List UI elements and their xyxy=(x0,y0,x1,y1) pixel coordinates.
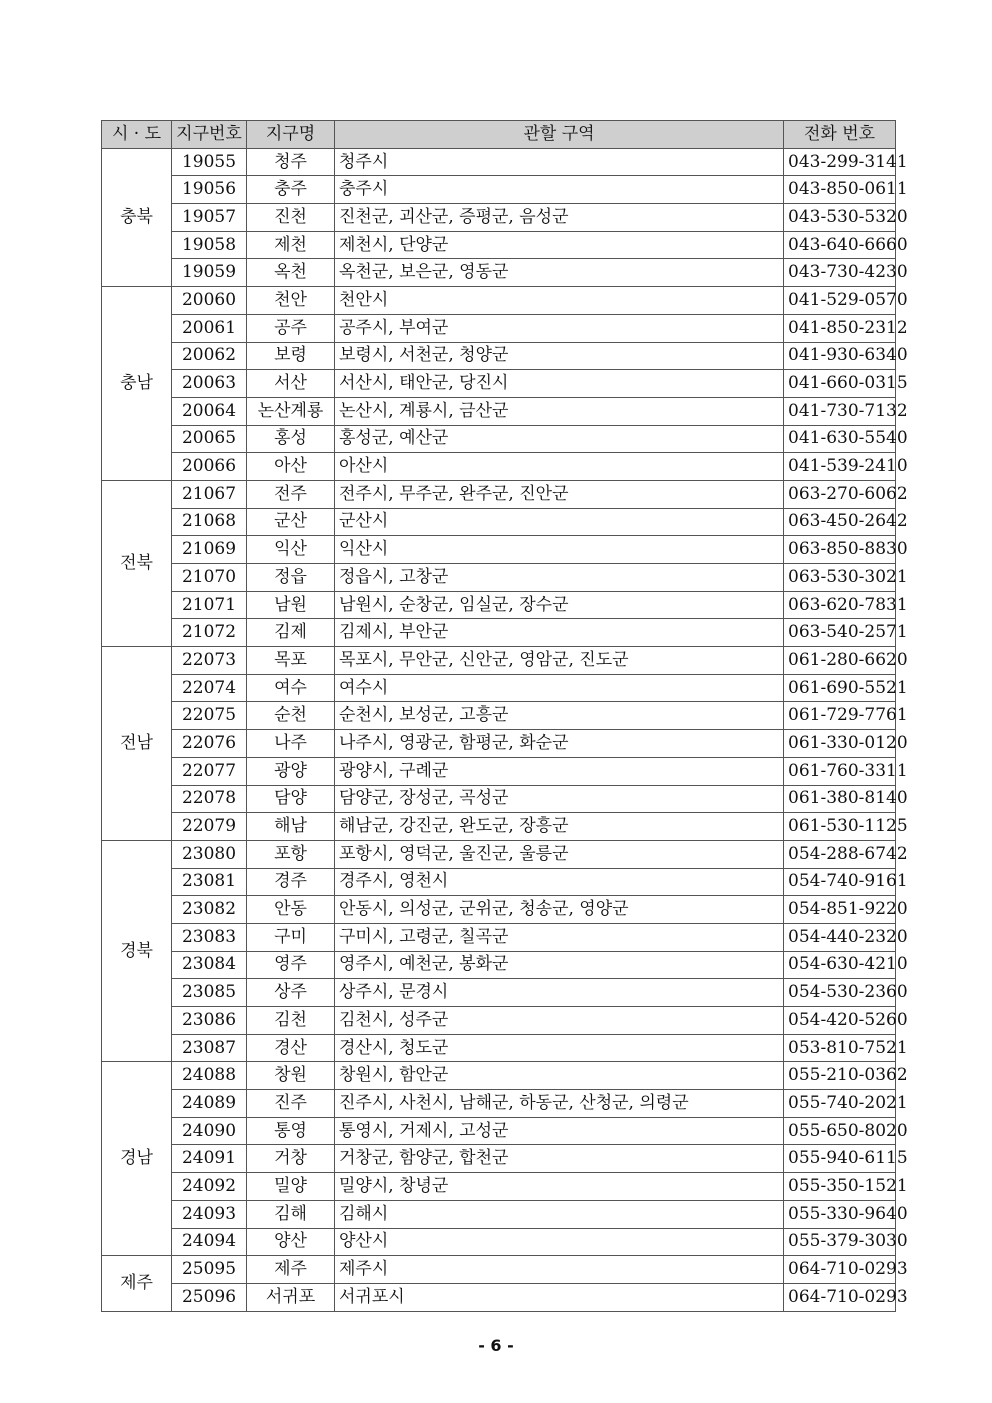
jurisdiction-cell: 천안시 xyxy=(335,287,784,315)
district-name-cell: 진천 xyxy=(247,204,335,232)
phone-cell: 055-350-1521 xyxy=(784,1173,896,1201)
district-code-cell: 24094 xyxy=(172,1228,247,1256)
phone-cell: 061-530-1125 xyxy=(784,813,896,841)
district-name-cell: 보령 xyxy=(247,342,335,370)
phone-cell: 054-740-9161 xyxy=(784,868,896,896)
header-district-name: 지구명 xyxy=(247,121,335,149)
district-name-cell: 전주 xyxy=(247,480,335,508)
phone-cell: 064-710-0293 xyxy=(784,1256,896,1284)
table-row xyxy=(102,1200,896,1228)
table-row xyxy=(102,536,896,564)
phone-cell: 061-280-6620 xyxy=(784,647,896,675)
jurisdiction-cell: 정읍시, 고창군 xyxy=(335,564,784,592)
district-name-cell: 영주 xyxy=(247,951,335,979)
jurisdiction-cell: 통영시, 거제시, 고성군 xyxy=(335,1117,784,1145)
jurisdiction-cell: 목포시, 무안군, 신안군, 영암군, 진도군 xyxy=(335,647,784,675)
table-row xyxy=(102,1117,896,1145)
jurisdiction-cell: 경산시, 청도군 xyxy=(335,1034,784,1062)
district-code-cell: 21069 xyxy=(172,536,247,564)
district-code-cell: 20063 xyxy=(172,370,247,398)
district-name-cell: 제천 xyxy=(247,231,335,259)
jurisdiction-cell: 홍성군, 예산군 xyxy=(335,425,784,453)
district-code-cell: 23083 xyxy=(172,923,247,951)
table-row xyxy=(102,1145,896,1173)
jurisdiction-cell: 양산시 xyxy=(335,1228,784,1256)
jurisdiction-cell: 영주시, 예천군, 봉화군 xyxy=(335,951,784,979)
district-name-cell: 아산 xyxy=(247,453,335,481)
district-name-cell: 안동 xyxy=(247,896,335,924)
district-code-cell: 22074 xyxy=(172,674,247,702)
district-code-cell: 22078 xyxy=(172,785,247,813)
phone-cell: 063-850-8830 xyxy=(784,536,896,564)
district-code-cell: 20066 xyxy=(172,453,247,481)
district-code-cell: 19059 xyxy=(172,259,247,287)
district-code-cell: 21070 xyxy=(172,564,247,592)
table-row xyxy=(102,979,896,1007)
header-district-code: 지구번호 xyxy=(172,121,247,149)
table-row xyxy=(102,287,896,315)
jurisdiction-cell: 옥천군, 보은군, 영동군 xyxy=(335,259,784,287)
jurisdiction-cell: 익산시 xyxy=(335,536,784,564)
jurisdiction-cell: 창원시, 함안군 xyxy=(335,1062,784,1090)
sido-cell: 경남 xyxy=(102,1062,172,1256)
phone-cell: 054-851-9220 xyxy=(784,896,896,924)
district-name-cell: 순천 xyxy=(247,702,335,730)
jurisdiction-cell: 공주시, 부여군 xyxy=(335,314,784,342)
table-row xyxy=(102,619,896,647)
table-row xyxy=(102,813,896,841)
sido-cell: 경북 xyxy=(102,840,172,1062)
table-row xyxy=(102,1283,896,1311)
phone-cell: 054-440-2320 xyxy=(784,923,896,951)
phone-cell: 041-630-5540 xyxy=(784,425,896,453)
phone-cell: 061-380-8140 xyxy=(784,785,896,813)
page-number: - 6 - xyxy=(478,1336,514,1355)
district-code-cell: 20061 xyxy=(172,314,247,342)
district-name-cell: 홍성 xyxy=(247,425,335,453)
district-code-cell: 24088 xyxy=(172,1062,247,1090)
district-name-cell: 양산 xyxy=(247,1228,335,1256)
jurisdiction-cell: 제천시, 단양군 xyxy=(335,231,784,259)
phone-cell: 055-330-9640 xyxy=(784,1200,896,1228)
table-row xyxy=(102,480,896,508)
district-code-cell: 20065 xyxy=(172,425,247,453)
district-code-cell: 21072 xyxy=(172,619,247,647)
district-name-cell: 포항 xyxy=(247,840,335,868)
phone-cell: 061-690-5521 xyxy=(784,674,896,702)
phone-cell: 054-420-5260 xyxy=(784,1007,896,1035)
phone-cell: 064-710-0293 xyxy=(784,1283,896,1311)
jurisdiction-cell: 아산시 xyxy=(335,453,784,481)
table-row xyxy=(102,231,896,259)
district-code-cell: 22077 xyxy=(172,757,247,785)
table-row xyxy=(102,453,896,481)
district-code-cell: 21068 xyxy=(172,508,247,536)
table-row xyxy=(102,1007,896,1035)
district-code-cell: 23081 xyxy=(172,868,247,896)
jurisdiction-cell: 전주시, 무주군, 완주군, 진안군 xyxy=(335,480,784,508)
jurisdiction-cell: 상주시, 문경시 xyxy=(335,979,784,1007)
district-code-cell: 25096 xyxy=(172,1283,247,1311)
phone-cell: 063-270-6062 xyxy=(784,480,896,508)
jurisdiction-cell: 충주시 xyxy=(335,176,784,204)
district-name-cell: 충주 xyxy=(247,176,335,204)
phone-cell: 063-540-2571 xyxy=(784,619,896,647)
district-name-cell: 천안 xyxy=(247,287,335,315)
district-name-cell: 경산 xyxy=(247,1034,335,1062)
phone-cell: 055-210-0362 xyxy=(784,1062,896,1090)
phone-cell: 054-288-6742 xyxy=(784,840,896,868)
jurisdiction-cell: 담양군, 장성군, 곡성군 xyxy=(335,785,784,813)
district-name-cell: 진주 xyxy=(247,1090,335,1118)
phone-cell: 043-730-4230 xyxy=(784,259,896,287)
sido-cell: 제주 xyxy=(102,1256,172,1311)
district-code-cell: 24089 xyxy=(172,1090,247,1118)
phone-cell: 054-630-4210 xyxy=(784,951,896,979)
district-code-cell: 19056 xyxy=(172,176,247,204)
district-name-cell: 김제 xyxy=(247,619,335,647)
jurisdiction-cell: 포항시, 영덕군, 울진군, 울릉군 xyxy=(335,840,784,868)
district-name-cell: 거창 xyxy=(247,1145,335,1173)
district-name-cell: 목포 xyxy=(247,647,335,675)
jurisdiction-cell: 밀양시, 창녕군 xyxy=(335,1173,784,1201)
jurisdiction-cell: 경주시, 영천시 xyxy=(335,868,784,896)
district-name-cell: 정읍 xyxy=(247,564,335,592)
district-name-cell: 남원 xyxy=(247,591,335,619)
table-row xyxy=(102,674,896,702)
sido-cell: 전북 xyxy=(102,480,172,646)
district-name-cell: 익산 xyxy=(247,536,335,564)
table-row xyxy=(102,176,896,204)
header-row xyxy=(102,121,896,149)
table-row xyxy=(102,564,896,592)
district-code-cell: 24093 xyxy=(172,1200,247,1228)
jurisdiction-cell: 김천시, 성주군 xyxy=(335,1007,784,1035)
phone-cell: 061-330-0120 xyxy=(784,730,896,758)
phone-cell: 055-379-3030 xyxy=(784,1228,896,1256)
table-row xyxy=(102,896,896,924)
district-name-cell: 구미 xyxy=(247,923,335,951)
district-name-cell: 상주 xyxy=(247,979,335,1007)
district-name-cell: 옥천 xyxy=(247,259,335,287)
district-name-cell: 밀양 xyxy=(247,1173,335,1201)
district-code-cell: 22075 xyxy=(172,702,247,730)
district-code-cell: 22076 xyxy=(172,730,247,758)
district-name-cell: 청주 xyxy=(247,148,335,176)
table-row xyxy=(102,840,896,868)
phone-cell: 041-730-7132 xyxy=(784,397,896,425)
district-name-cell: 창원 xyxy=(247,1062,335,1090)
jurisdiction-cell: 김해시 xyxy=(335,1200,784,1228)
phone-cell: 055-940-6115 xyxy=(784,1145,896,1173)
district-name-cell: 논산계룡 xyxy=(247,397,335,425)
table-row xyxy=(102,204,896,232)
district-code-cell: 23085 xyxy=(172,979,247,1007)
district-code-cell: 20062 xyxy=(172,342,247,370)
table-row xyxy=(102,508,896,536)
table-row xyxy=(102,1173,896,1201)
header-phone: 전화 번호 xyxy=(784,121,896,149)
district-name-cell: 공주 xyxy=(247,314,335,342)
district-name-cell: 김해 xyxy=(247,1200,335,1228)
jurisdiction-cell: 구미시, 고령군, 칠곡군 xyxy=(335,923,784,951)
sido-cell: 충남 xyxy=(102,287,172,481)
district-code-cell: 23086 xyxy=(172,1007,247,1035)
header-jurisdiction: 관할 구역 xyxy=(335,121,784,149)
district-name-cell: 담양 xyxy=(247,785,335,813)
district-code-cell: 19055 xyxy=(172,148,247,176)
table-row xyxy=(102,785,896,813)
sido-cell: 충북 xyxy=(102,148,172,286)
jurisdiction-cell: 보령시, 서천군, 청양군 xyxy=(335,342,784,370)
jurisdiction-cell: 군산시 xyxy=(335,508,784,536)
table-row xyxy=(102,591,896,619)
table-row xyxy=(102,425,896,453)
table-row xyxy=(102,1034,896,1062)
phone-cell: 053-810-7521 xyxy=(784,1034,896,1062)
district-code-cell: 24091 xyxy=(172,1145,247,1173)
phone-cell: 043-850-0611 xyxy=(784,176,896,204)
district-name-cell: 군산 xyxy=(247,508,335,536)
district-name-cell: 광양 xyxy=(247,757,335,785)
table-row xyxy=(102,1062,896,1090)
table-row xyxy=(102,647,896,675)
district-name-cell: 통영 xyxy=(247,1117,335,1145)
district-code-cell: 24090 xyxy=(172,1117,247,1145)
jurisdiction-cell: 나주시, 영광군, 함평군, 화순군 xyxy=(335,730,784,758)
district-name-cell: 나주 xyxy=(247,730,335,758)
table-row xyxy=(102,730,896,758)
phone-cell: 041-529-0570 xyxy=(784,287,896,315)
district-code-cell: 19058 xyxy=(172,231,247,259)
jurisdiction-cell: 청주시 xyxy=(335,148,784,176)
table-row xyxy=(102,342,896,370)
district-name-cell: 제주 xyxy=(247,1256,335,1284)
jurisdiction-cell: 논산시, 계룡시, 금산군 xyxy=(335,397,784,425)
jurisdiction-cell: 남원시, 순창군, 임실군, 장수군 xyxy=(335,591,784,619)
district-code-cell: 23082 xyxy=(172,896,247,924)
table-row xyxy=(102,1256,896,1284)
district-code-cell: 21071 xyxy=(172,591,247,619)
district-name-cell: 경주 xyxy=(247,868,335,896)
jurisdiction-cell: 진천군, 괴산군, 증평군, 음성군 xyxy=(335,204,784,232)
jurisdiction-cell: 제주시 xyxy=(335,1256,784,1284)
district-code-cell: 20060 xyxy=(172,287,247,315)
phone-cell: 043-640-6660 xyxy=(784,231,896,259)
phone-cell: 054-530-2360 xyxy=(784,979,896,1007)
district-code-cell: 24092 xyxy=(172,1173,247,1201)
table-row xyxy=(102,259,896,287)
table-row xyxy=(102,951,896,979)
jurisdiction-cell: 김제시, 부안군 xyxy=(335,619,784,647)
table-row xyxy=(102,397,896,425)
table-row xyxy=(102,868,896,896)
jurisdiction-cell: 해남군, 강진군, 완도군, 장흥군 xyxy=(335,813,784,841)
phone-cell: 041-850-2312 xyxy=(784,314,896,342)
table-row xyxy=(102,923,896,951)
sido-cell: 전남 xyxy=(102,647,172,841)
table-body xyxy=(102,148,908,1311)
phone-cell: 043-299-3141 xyxy=(784,148,896,176)
table-row xyxy=(102,1228,896,1256)
district-code-cell: 23080 xyxy=(172,840,247,868)
table-row xyxy=(102,702,896,730)
jurisdiction-cell: 거창군, 함양군, 합천군 xyxy=(335,1145,784,1173)
jurisdiction-cell: 순천시, 보성군, 고흥군 xyxy=(335,702,784,730)
phone-cell: 055-650-8020 xyxy=(784,1117,896,1145)
phone-cell: 063-530-3021 xyxy=(784,564,896,592)
district-name-cell: 여수 xyxy=(247,674,335,702)
phone-cell: 061-760-3311 xyxy=(784,757,896,785)
district-name-cell: 서귀포 xyxy=(247,1283,335,1311)
district-code-cell: 20064 xyxy=(172,397,247,425)
district-code-cell: 22073 xyxy=(172,647,247,675)
table-row xyxy=(102,314,896,342)
district-code-cell: 21067 xyxy=(172,480,247,508)
district-code-cell: 25095 xyxy=(172,1256,247,1284)
district-code-cell: 22079 xyxy=(172,813,247,841)
district-name-cell: 해남 xyxy=(247,813,335,841)
jurisdiction-cell: 안동시, 의성군, 군위군, 청송군, 영양군 xyxy=(335,896,784,924)
table-row xyxy=(102,757,896,785)
phone-cell: 063-450-2642 xyxy=(784,508,896,536)
district-name-cell: 김천 xyxy=(247,1007,335,1035)
table-row xyxy=(102,1090,896,1118)
district-code-cell: 23084 xyxy=(172,951,247,979)
jurisdiction-cell: 진주시, 사천시, 남해군, 하동군, 산청군, 의령군 xyxy=(335,1090,784,1118)
jurisdiction-cell: 서산시, 태안군, 당진시 xyxy=(335,370,784,398)
district-name-cell: 서산 xyxy=(247,370,335,398)
jurisdiction-cell: 서귀포시 xyxy=(335,1283,784,1311)
phone-cell: 063-620-7831 xyxy=(784,591,896,619)
header-sido: 시 · 도 xyxy=(102,121,172,149)
district-table xyxy=(101,120,908,1312)
phone-cell: 061-729-7761 xyxy=(784,702,896,730)
phone-cell: 041-539-2410 xyxy=(784,453,896,481)
phone-cell: 041-660-0315 xyxy=(784,370,896,398)
phone-cell: 055-740-2021 xyxy=(784,1090,896,1118)
phone-cell: 041-930-6340 xyxy=(784,342,896,370)
district-code-cell: 19057 xyxy=(172,204,247,232)
table-row xyxy=(102,148,896,176)
district-code-cell: 23087 xyxy=(172,1034,247,1062)
jurisdiction-cell: 광양시, 구례군 xyxy=(335,757,784,785)
table-row xyxy=(102,370,896,398)
jurisdiction-cell: 여수시 xyxy=(335,674,784,702)
phone-cell: 043-530-5320 xyxy=(784,204,896,232)
